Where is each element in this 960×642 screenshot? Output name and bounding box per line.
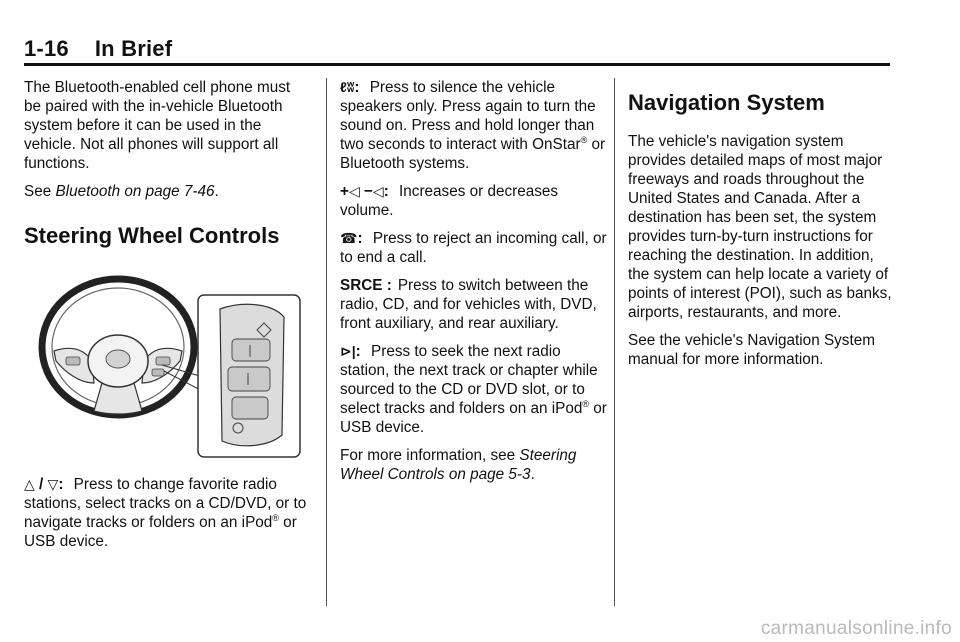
navigation-system-heading: Navigation System xyxy=(628,90,825,115)
mute-icon: ʬ xyxy=(346,79,355,95)
volume-down-icon: ◁ xyxy=(372,183,384,199)
steering-wheel-controls-heading: Steering Wheel Controls xyxy=(24,223,280,248)
section-title: In Brief xyxy=(94,36,173,61)
bluetooth-page-ref[interactable]: Bluetooth on page 7-46 xyxy=(55,183,215,200)
column-1 xyxy=(24,78,310,560)
favorite-up-icon: △ xyxy=(24,476,35,492)
page-number: 1-16 xyxy=(24,36,69,61)
page-header xyxy=(24,36,172,62)
end-call-icon: ☎ xyxy=(340,230,358,246)
seek-paragraph: ⊳|: Press to seek the next radio station, the next track or chapter while sourced to the CD or DVD slot, or to select tracks and folders on an iPod® or USB device. xyxy=(340,343,607,436)
favorite-controls-paragraph: △ / ▽: Press to change favorite radio stations, select tracks on a CD/DVD, or to navigate tracks or folders on an iPod® or USB device. xyxy=(24,476,307,550)
header-rule xyxy=(24,63,890,66)
navigation-manual-paragraph: See the vehicle's Navigation System manual for more information. xyxy=(628,332,875,368)
volume-up-icon: ◁ xyxy=(348,183,360,199)
source-paragraph: SRCE : Press to switch between the radio, CD, and for vehicles with, DVD, front auxiliary, and rear auxiliary. xyxy=(340,277,597,332)
more-info-paragraph: For more information, see Steering Wheel Controls on page 5-3. xyxy=(340,447,577,483)
seek-icon: ⊳| xyxy=(340,343,356,359)
favorite-down-icon: ▽ xyxy=(47,476,59,492)
column-divider-1 xyxy=(326,78,327,606)
bluetooth-see-also: See Bluetooth on page 7-46. xyxy=(24,183,219,200)
column-divider-2 xyxy=(614,78,615,606)
bluetooth-paragraph: The Bluetooth-enabled cell phone must be paired with the in-vehicle Bluetooth system before it can be used in the vehicle. Not all phones will support all functions. xyxy=(24,79,291,172)
volume-paragraph: +◁ −◁: Increases or decreases volume. xyxy=(340,183,559,219)
column-3 xyxy=(628,78,898,378)
navigation-paragraph: The vehicle's navigation system provides detailed maps of most major freeways and roads throughout the United States and Canada. After a destination has been set, the system provides turn-by-turn instructions for reaching the destination. In addition, the system can help locate a variety of points of interest (POI), such as banks, airports, restaurants, and more. xyxy=(628,133,892,321)
steering-wheel-illustration xyxy=(32,265,304,465)
mute-paragraph: ℓʬ: Press to silence the vehicle speakers only. Press again to turn the sound on. Press and hold longer than two seconds to interact with OnStar® or Bluetooth systems. xyxy=(340,79,606,172)
push-to-talk-icon: ℓ xyxy=(340,79,347,95)
steering-wheel-page-ref[interactable]: Steering Wheel Controls on page 5-3 xyxy=(340,447,577,483)
end-call-paragraph: ☎: Press to reject an incoming call, or to end a call. xyxy=(340,230,607,266)
column-2 xyxy=(340,78,610,493)
watermark: carmanualsonline.info xyxy=(760,618,952,639)
